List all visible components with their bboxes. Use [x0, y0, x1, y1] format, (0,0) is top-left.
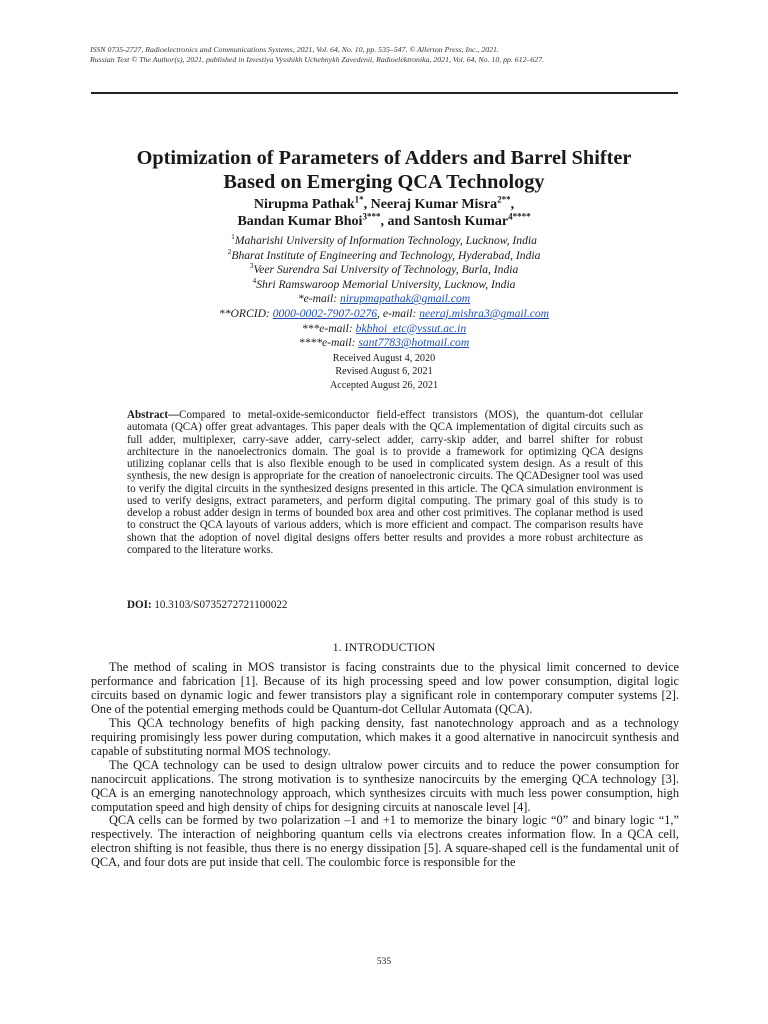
contact-prefix: ***e-mail:: [301, 321, 356, 335]
author-list: [60, 196, 708, 230]
affiliation-text: Shri Ramswaroop Memorial University, Lucknow, India: [256, 277, 516, 291]
author-mark: 2**: [497, 194, 511, 205]
affiliations: [60, 234, 708, 351]
contact-prefix: , e-mail:: [377, 306, 420, 320]
author-name: Neeraj Kumar Misra: [370, 197, 498, 212]
author-name: Bandan Kumar Bhoi: [237, 214, 363, 229]
journal-header: [90, 45, 690, 64]
author-line-1: [60, 196, 708, 213]
email-link[interactable]: nirupmapathak@gmail.com: [340, 292, 471, 306]
affiliation-text: Veer Surendra Sai University of Technology, Burla, India: [253, 263, 519, 277]
contact-prefix: ****e-mail:: [298, 336, 359, 350]
author-mark: 1*: [354, 194, 364, 205]
received-date: Received August 4, 2020: [332, 353, 436, 364]
author-separator: , and: [380, 214, 414, 229]
accepted-date: Accepted August 26, 2021: [329, 379, 439, 391]
author-line-2: [60, 213, 708, 230]
page-number: 535: [376, 957, 392, 967]
submission-dates: [60, 352, 708, 392]
contact-line: [60, 336, 708, 351]
orcid-link[interactable]: 0000-0002-7907-0276: [272, 306, 378, 320]
abstract-text: Compared to metal-oxide-semiconductor field-effect transistors (MOS), the quantum-dot cellular automata (QCA) offer great advantages. This paper deals with the QCA implementation of digital circuits such as full adder, multiplexer, carry-save adder, carry-select adder, carry-skip adder, and barrel shifter for robust architecture in the nanoelectronics domain. The goal is to provide a framework for optimizing QCA designs utilizing coplanar cells that is also flexible enough to be used in complicated system design. As a result of this synthesis, the new design is appropriate for the creation of nanoelectronic circuits. The QCADesigner tool was used to verify the digital circuits in the synthesized designs presented in this article. The QCA simulation environment is used to verify designs, extract parameters, and perform digital computing. The primary goal of this study is to develop a robust adder design in terms of bounded box area and other cost primitives. The coplanar method is used to construct the QCA layouts of various adders, which is more efficient and compact. The comparison results have shown that the adoption of novel digital designs offers better results and provides a more robust architecture as compared to the literature works.: [127, 409, 643, 556]
contact-line: [60, 322, 708, 337]
paper-title: [60, 146, 708, 194]
journal-header-line-2: Russian Text © The Author(s), 2021, published in Izvestiya Vysshikh Uchebnykh Zavedenii, Radioelektronika, 2021, Vol. 64, No. 10, pp. 612–627.: [90, 54, 545, 64]
email-link[interactable]: bkbhoi_etc@vssut.ac.in: [355, 321, 467, 335]
affiliation: [60, 275, 708, 293]
abstract: [127, 409, 643, 556]
author-name: Nirupma Pathak: [253, 197, 355, 212]
contact-line: [60, 292, 708, 307]
affiliation-number: 3: [249, 261, 254, 271]
contact-prefix: *e-mail:: [297, 292, 341, 306]
author-name: Santosh Kumar: [413, 214, 509, 229]
revised-date: Revised August 6, 2021: [335, 366, 433, 378]
affiliation: [60, 246, 708, 264]
affiliation-number: 4: [252, 275, 257, 285]
email-link[interactable]: neeraj.mishra3@gmail.com: [419, 306, 550, 320]
affiliation: [60, 234, 708, 249]
affiliation-text: Bharat Institute of Engineering and Technology, Hyderabad, India: [231, 248, 541, 262]
paragraph: QCA cells can be formed by two polarization –1 and +1 to memorize the binary logic “0” and binary logic “1,” respectively. The interaction of neighboring quantum cells via electrons creates information flow. In a QCA cell, electron shifting is not feasible, thus there is no energy dissipation [5]. A square-shaped cell is the fundamental unit of QCA, and four dots are put inside that cell. The coulombic force is responsible for the: [91, 813, 679, 870]
paper-title-line-2: Based on Emerging QCA Technology: [223, 171, 545, 193]
paragraph: The QCA technology can be used to design ultralow power circuits and to reduce the power consumption for nanocircuit applications. The strong motivation is to synthesize nanocircuits by the emerging QCA technology [3]. QCA is an emerging nanotechnology approach, which synthesizes circuits with much less power consumption, high computation speed and high density of chips for designing circuits at nanoscale level [4].: [91, 757, 679, 814]
paragraph: The method of scaling in MOS transistor is facing constraints due to the physical limit concerned to device performance and fabrication [1]. Because of its high processing speed and low power consumption, digital logic circuits based on dynamic logic and fewer transistors play a significant role in contemporary computer systems [2]. One of the potential emerging methods could be Quantum-dot Cellular Automata (QCA).: [91, 660, 679, 716]
doi-value: 10.3103/S0735272721100022: [151, 599, 288, 611]
abstract-label: Abstract—: [127, 409, 180, 421]
author-separator: ,: [510, 197, 515, 212]
doi: [127, 599, 643, 612]
paper-title-line-1: Optimization of Parameters of Adders and Barrel Shifter: [136, 147, 632, 169]
affiliation: [60, 263, 708, 278]
author-mark: 4****: [508, 211, 531, 222]
header-rule: [91, 92, 678, 94]
affiliation-text: Maharishi University of Information Technology, Lucknow, India: [234, 234, 537, 247]
email-link[interactable]: sant7783@hotmail.com: [358, 336, 470, 350]
affiliation-number: 1: [231, 232, 235, 242]
author-separator: ,: [363, 197, 371, 212]
paragraph: This QCA technology benefits of high packing density, fast nanotechnology approach and as a technology requiring promisingly less power during computation, which makes it a good alternative in nanocircuit synthesis and capable of substituting normal MOS technology.: [91, 715, 679, 758]
body-text: [91, 661, 679, 870]
author-mark: 3***: [362, 211, 381, 222]
contact-line: [60, 307, 708, 322]
doi-label: DOI:: [127, 599, 152, 611]
contact-prefix: **ORCID:: [218, 306, 273, 320]
journal-header-line-1: ISSN 0735-2727, Radioelectronics and Communications Systems, 2021, Vol. 64, No. 10, pp. 535–547. © Allerton Press, Inc., 2021.: [90, 45, 499, 54]
affiliation-number: 2: [227, 246, 232, 256]
section-heading: 1. INTRODUCTION: [332, 640, 436, 654]
